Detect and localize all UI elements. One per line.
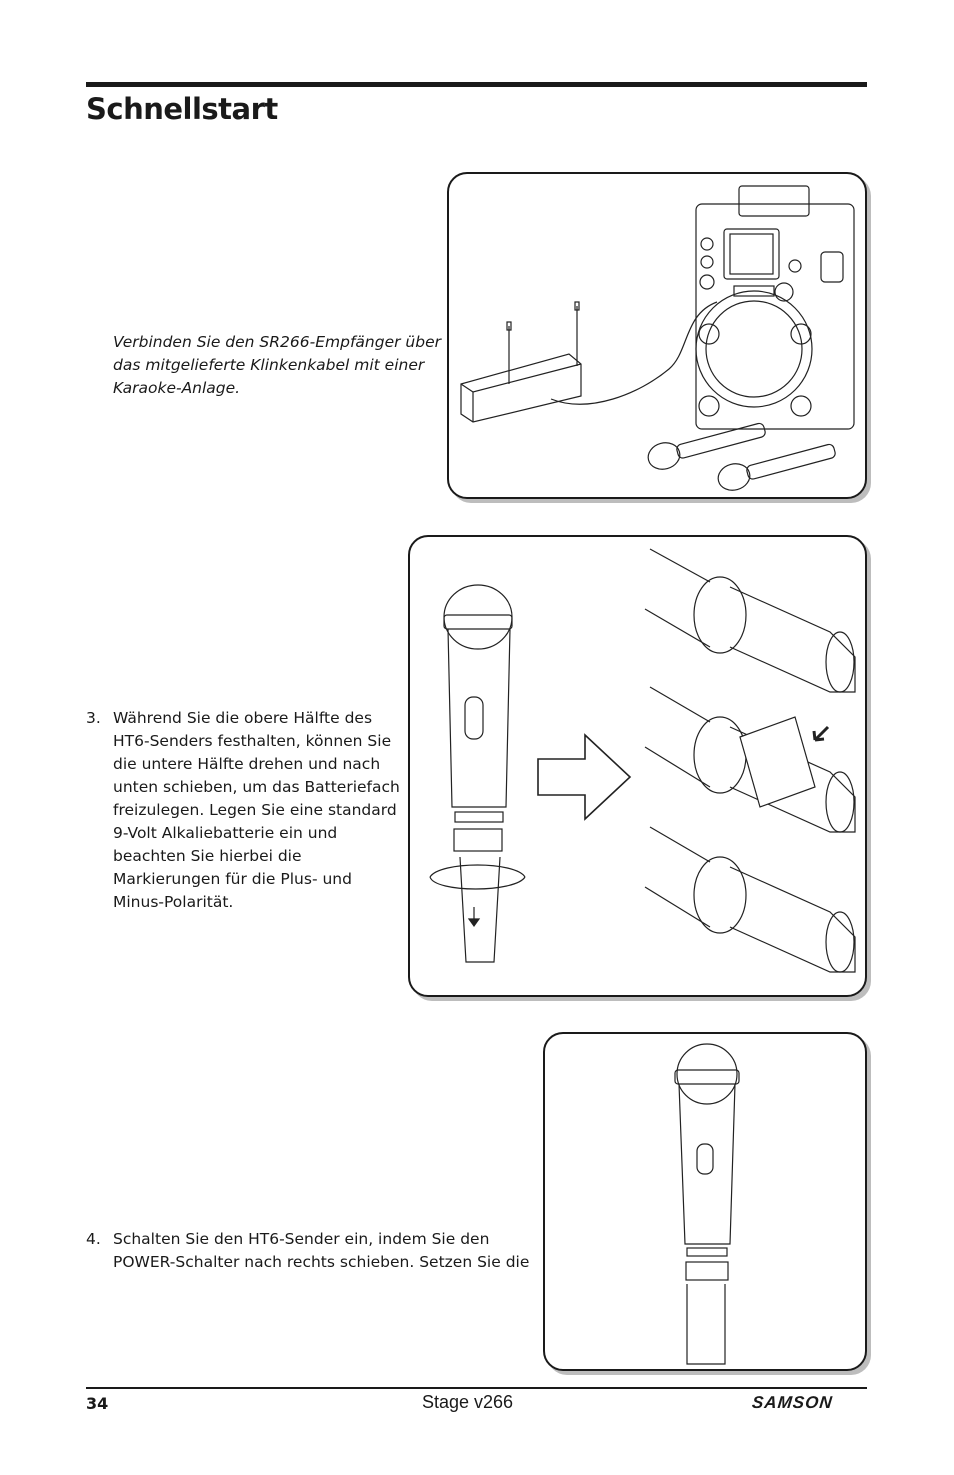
bottom-rule: [86, 1387, 867, 1389]
karaoke-connection-illustration: [447, 172, 867, 499]
brand-logo: SAMSON: [751, 1393, 834, 1412]
page-number: 34: [86, 1394, 109, 1413]
step-3-number: 3.: [86, 709, 101, 727]
step-3-text: Während Sie die obere Hälfte des HT6-Senders festhalten, können Sie die untere Hälfte drehen und nach unten schieben, um das Batteriefach freizulegen. Legen Sie eine standard 9-Volt Alkaliebatterie ein und beachten Sie hierbei die Markierungen für die Plus- und Minus-Polarität.: [113, 709, 400, 911]
power-switch-illustration: [543, 1032, 867, 1371]
top-rule: [86, 82, 867, 87]
document-name: Stage v266: [422, 1392, 514, 1412]
step-4-text: Schalten Sie den HT6-Sender ein, indem Sie den POWER-Schalter nach rechts schieben. Setzen Sie die: [113, 1230, 530, 1271]
page-title: Schnellstart: [86, 92, 278, 126]
step-4-number: 4.: [86, 1230, 101, 1248]
battery-insertion-illustration: [408, 535, 867, 997]
connect-caption: Verbinden Sie den SR266-Empfänger über das mitgelieferte Klinkenkabel mit einer Karaoke-Anlage.: [113, 333, 441, 397]
